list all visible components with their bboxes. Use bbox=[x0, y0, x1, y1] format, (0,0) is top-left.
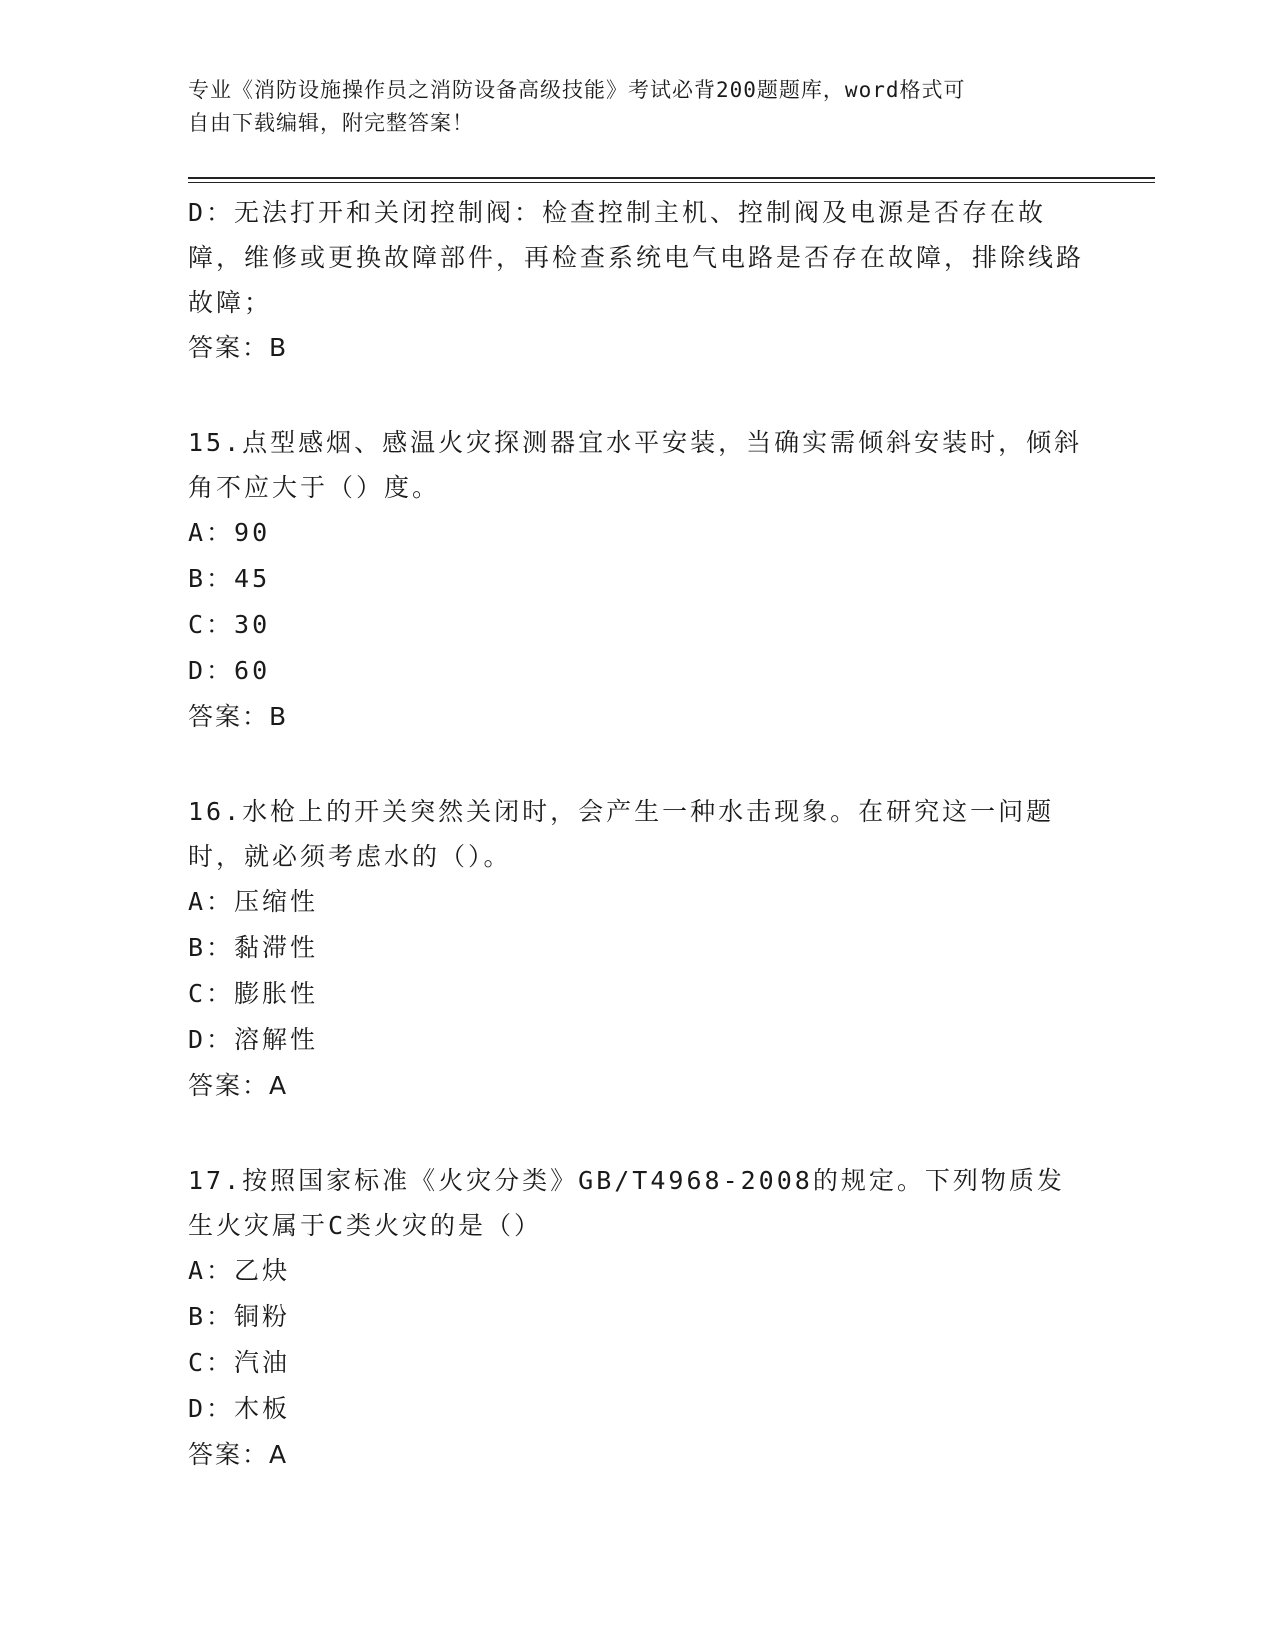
question-15 bbox=[188, 420, 1088, 739]
option-b: B：45 bbox=[188, 564, 271, 593]
continued-option-text: D：无法打开和关闭控制阀：检查控制主机、控制阀及电源是否存在故障，维修或更换故障部件，再检查系统电气电路是否存在故障，排除线路故障； bbox=[188, 198, 1085, 317]
answer-label: 答案：A bbox=[188, 1440, 289, 1469]
option-c: C：汽油 bbox=[188, 1348, 291, 1377]
answer-label: 答案：B bbox=[188, 702, 289, 731]
option-c: C：30 bbox=[188, 610, 271, 639]
option-c: C：膨胀性 bbox=[188, 979, 319, 1008]
header-title-line-2: 自由下载编辑，附完整答案！ bbox=[188, 111, 474, 135]
option-d: D：木板 bbox=[188, 1394, 291, 1423]
option-b: B：铜粉 bbox=[188, 1302, 291, 1331]
document-body bbox=[188, 190, 1088, 1477]
option-a: A：乙炔 bbox=[188, 1256, 291, 1285]
answer-label: 答案：B bbox=[188, 333, 289, 362]
document-header bbox=[188, 74, 1068, 140]
answer-label: 答案：A bbox=[188, 1071, 289, 1100]
option-d: D：60 bbox=[188, 656, 271, 685]
header-divider-thin bbox=[188, 182, 1155, 183]
question-stem: 17.按照国家标准《火灾分类》GB/T4968-2008的规定。下列物质发生火灾属于C类火灾的是（） bbox=[188, 1166, 1065, 1240]
option-a: A：90 bbox=[188, 518, 271, 547]
header-title-line-1: 专业《消防设施操作员之消防设备高级技能》考试必背200题题库，word格式可 bbox=[188, 78, 966, 102]
question-17 bbox=[188, 1158, 1088, 1477]
option-a: A：压缩性 bbox=[188, 887, 319, 916]
continued-question bbox=[188, 190, 1088, 370]
question-16 bbox=[188, 789, 1088, 1108]
option-d: D：溶解性 bbox=[188, 1025, 319, 1054]
question-stem: 15.点型感烟、感温火灾探测器宜水平安装，当确实需倾斜安装时，倾斜角不应大于（）度。 bbox=[188, 428, 1083, 502]
question-stem: 16.水枪上的开关突然关闭时，会产生一种水击现象。在研究这一问题时，就必须考虑水的（）。 bbox=[188, 797, 1055, 871]
option-b: B：黏滞性 bbox=[188, 933, 319, 962]
header-divider-thick bbox=[188, 177, 1155, 179]
